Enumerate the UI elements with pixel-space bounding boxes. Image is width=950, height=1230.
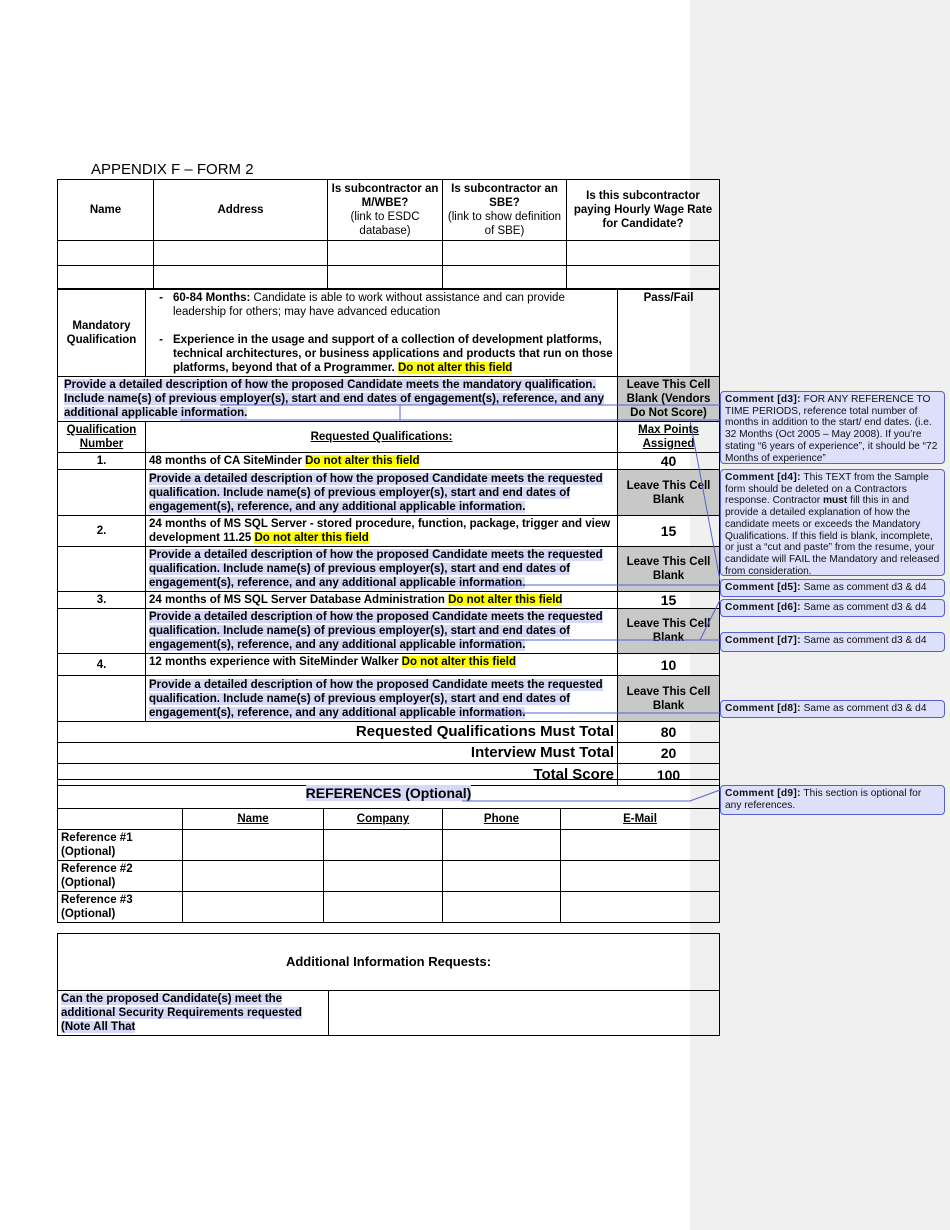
max-points: 15 — [618, 516, 720, 547]
reference-row — [58, 892, 720, 923]
cell[interactable] — [183, 892, 324, 923]
comment-label: Comment [d7]: — [725, 635, 801, 646]
reference-label: Reference #2 (Optional) — [58, 861, 183, 892]
security-question: Can the proposed Candidate(s) meet the additional Security Requirements requested (Note All That — [61, 993, 302, 1033]
cell[interactable] — [443, 830, 561, 861]
bullet1-bold: 60-84 Months: — [173, 292, 251, 304]
reference-label: Reference #1 (Optional) — [58, 830, 183, 861]
comment-label: Comment [d6]: — [725, 602, 801, 613]
mandatory-label: Mandatory Qualification — [58, 289, 146, 377]
comment-text: Same as comment d3 & d4 — [800, 703, 927, 714]
do-not-alter-highlight: Do not alter this field — [254, 532, 369, 544]
cell[interactable] — [328, 266, 443, 290]
comment-text: fill this in and provide a detailed explanation of how the candidate meets or exceeds the Mandatory Qualifications. If this field is blank, incomplete, or just a “cut and paste” from the resume, your candidate will FAIL the Mandatory and released from consideration. — [725, 495, 940, 577]
cell[interactable] — [154, 241, 328, 266]
provide-text: Provide a detailed description of how the proposed Candidate meets the requested qualification. Include name(s) of previous employer(s), start and end dates of engagement(s), reference, and any additional applicable information. — [149, 549, 603, 589]
qualification-number: 3. — [58, 592, 146, 609]
qualification-row — [58, 654, 720, 676]
qualification-row — [58, 516, 720, 547]
do-not-alter-highlight: Do not alter this field — [305, 455, 420, 467]
comment-label: Comment [d4]: — [725, 472, 801, 483]
cell — [58, 809, 183, 830]
references-title: REFERENCES (Optional) — [305, 785, 472, 801]
cell[interactable] — [324, 830, 443, 861]
cell[interactable] — [561, 830, 720, 861]
comment-text: This TEXT from the Sample form should be deleted on a Contractors response. Contractor — [725, 472, 929, 507]
ref-header-name: Name — [183, 809, 324, 830]
comment-text: FOR ANY REFERENCE TO TIME PERIODS, reference total number of months in addition to the start/ end dates. (i.e. 32 Months (Oct 2005 – May 2008). If you’re stating “6 years of experience”, it should be “72 Months of experience” — [725, 394, 938, 464]
comment-label: Comment [d3]: — [725, 394, 801, 405]
qualification-text-value: 24 months of MS SQL Server Database Administration — [149, 594, 449, 606]
header-sbe-note: (link to show definition of SBE) — [447, 211, 562, 237]
cell[interactable] — [561, 861, 720, 892]
ref-header-email: E-Mail — [561, 809, 720, 830]
mandatory-bullet-1: - 60-84 Months: Candidate is able to work without assistance and can provide leadership for others; may have advanced education — [159, 292, 565, 318]
cell[interactable] — [567, 241, 720, 266]
comment-d3[interactable] — [720, 391, 945, 464]
do-not-alter-highlight: Do not alter this field — [401, 656, 517, 668]
header-mwbe-title: Is subcontractor an M/WBE? — [331, 183, 439, 209]
comment-text: Same as comment d3 & d4 — [800, 635, 927, 646]
qualification-text — [146, 592, 618, 609]
cell[interactable] — [324, 892, 443, 923]
security-question-cell — [58, 991, 329, 1036]
total-value: 80 — [618, 722, 720, 743]
qualification-number: 2. — [58, 516, 146, 547]
mandatory-leave-blank: Leave This Cell Blank (Vendors Do Not Score) — [618, 377, 720, 422]
leave-blank-cell: Leave This Cell Blank — [618, 547, 720, 592]
header-address: Address — [154, 180, 328, 241]
additional-info-title: Additional Information Requests: — [58, 934, 720, 991]
ref-header-phone: Phone — [443, 809, 561, 830]
qualification-row — [58, 592, 720, 609]
total-label: Total Score — [58, 764, 618, 786]
leave-blank-cell: Leave This Cell Blank — [618, 676, 720, 722]
header-mwbe — [328, 180, 443, 241]
comment-text: Same as comment d3 & d4 — [800, 582, 927, 593]
mandatory-description — [146, 289, 618, 377]
col-qualification-number: Qualification Number — [58, 422, 146, 453]
cell[interactable] — [443, 266, 567, 290]
comment-d7[interactable] — [720, 632, 945, 652]
sub-row-2 — [58, 266, 720, 290]
header-mwbe-note: (link to ESDC database) — [350, 211, 420, 237]
total-value: 100 — [618, 764, 720, 786]
header-sbe — [443, 180, 567, 241]
response-cell[interactable] — [146, 609, 618, 654]
cell[interactable] — [328, 241, 443, 266]
col-max-points: Max Points Assigned — [618, 422, 720, 453]
comment-d5[interactable] — [720, 579, 945, 597]
sub-row-1 — [58, 241, 720, 266]
total-label: Requested Qualifications Must Total — [58, 722, 618, 743]
leave-blank-cell: Leave This Cell Blank — [618, 470, 720, 516]
cell — [58, 676, 146, 722]
comment-text: This section is optional for any references. — [725, 788, 922, 811]
header-wage: Is this subcontractor paying Hourly Wage Rate for Candidate? — [567, 180, 720, 241]
cell[interactable] — [183, 830, 324, 861]
response-row — [58, 609, 720, 654]
comment-text: Same as comment d3 & d4 — [800, 602, 927, 613]
reference-label: Reference #3 (Optional) — [58, 892, 183, 923]
cell — [58, 470, 146, 516]
provide-text: Provide a detailed description of how the proposed Candidate meets the requested qualification. Include name(s) of previous employer(s), start and end dates of engagement(s), reference, and any additional applicable information. — [149, 611, 603, 651]
mandatory-provide-text: Provide a detailed description of how the proposed Candidate meets the mandatory qualification. Include name(s) of previous employer(s), start and end dates of engagement(s), reference, and any additional applicable information. — [64, 379, 604, 419]
max-points: 10 — [618, 654, 720, 676]
response-cell[interactable] — [146, 676, 618, 722]
additional-info-table — [57, 933, 720, 1036]
security-answer-cell[interactable] — [329, 991, 720, 1036]
total-row — [58, 743, 720, 764]
comment-d6[interactable] — [720, 599, 945, 617]
cell[interactable] — [443, 241, 567, 266]
response-row — [58, 547, 720, 592]
qualification-number: 1. — [58, 453, 146, 470]
bullet1-text: Candidate is able to work without assistance and can provide leadership for others; may have advanced education — [173, 292, 565, 318]
comment-d8[interactable] — [720, 700, 945, 718]
reference-row — [58, 830, 720, 861]
leave-blank-cell: Leave This Cell Blank — [618, 609, 720, 654]
qualifications-table — [57, 288, 720, 786]
cell[interactable] — [567, 266, 720, 290]
do-not-alter-highlight: Do not alter this field — [397, 362, 513, 374]
mandatory-bullet-2: - Experience in the usage and support of a collection of development platforms, technical architectures, or business applications and products that run on those platforms, beyond that of a Programmer. Do not alter this field — [159, 334, 613, 374]
qualification-text-value: 48 months of CA SiteMinder — [149, 455, 306, 467]
provide-text: Provide a detailed description of how the proposed Candidate meets the requested qualification. Include name(s) of previous employer(s), start and end dates of engagement(s), reference, and any additional applicable information. — [149, 472, 603, 513]
qualification-text — [146, 453, 618, 470]
do-not-alter-highlight: Do not alter this field — [448, 594, 563, 606]
qualification-text-value: 12 months experience with SiteMinder Walker — [149, 656, 402, 668]
references-table — [57, 779, 720, 923]
ref-header-company: Company — [324, 809, 443, 830]
bullet2-text: Experience in the usage and support of a collection of development platforms, technical architectures, or business applications and products that run on those platforms, beyond that of a Programmer. — [173, 334, 613, 374]
cell[interactable] — [58, 266, 154, 290]
references-title-cell — [58, 780, 720, 809]
cell — [58, 547, 146, 592]
col-requested-qualifications: Requested Qualifications: — [146, 422, 618, 453]
qualification-number: 4. — [58, 654, 146, 676]
cell[interactable] — [324, 861, 443, 892]
comment-label: Comment [d9]: — [725, 788, 801, 799]
max-points: 40 — [618, 453, 720, 470]
total-label: Interview Must Total — [58, 743, 618, 764]
cell[interactable] — [561, 892, 720, 923]
qualification-text-value: 24 months of MS SQL Server - stored procedure, function, package, trigger and view development 11.25 — [149, 518, 611, 544]
reference-row — [58, 861, 720, 892]
max-points: 15 — [618, 592, 720, 609]
qualification-text — [146, 516, 618, 547]
provide-text: Provide a detailed description of how the proposed Candidate meets the requested qualification. Include name(s) of previous employer(s), start and end dates of engagement(s), reference, and any additional applicable information. — [149, 678, 603, 719]
cell — [58, 609, 146, 654]
comment-label: Comment [d5]: — [725, 582, 801, 593]
cell[interactable] — [443, 861, 561, 892]
cell[interactable] — [58, 241, 154, 266]
header-sbe-title: Is subcontractor an SBE? — [451, 183, 558, 209]
total-value: 20 — [618, 743, 720, 764]
comment-label: Comment [d8]: — [725, 703, 801, 714]
pass-fail-label: Pass/Fail — [618, 289, 720, 377]
cell[interactable] — [183, 861, 324, 892]
total-row — [58, 722, 720, 743]
header-name: Name — [58, 180, 154, 241]
cell[interactable] — [154, 266, 328, 290]
comment-d9[interactable] — [720, 785, 945, 815]
response-row — [58, 470, 720, 516]
mandatory-provide-cell[interactable] — [58, 377, 618, 422]
qualification-text — [146, 654, 618, 676]
response-row — [58, 676, 720, 722]
response-cell[interactable] — [146, 547, 618, 592]
cell[interactable] — [443, 892, 561, 923]
comment-d4[interactable] — [720, 469, 945, 576]
qualification-row — [58, 453, 720, 470]
comment-text-bold: must — [822, 495, 848, 507]
subcontractor-table — [57, 179, 720, 290]
response-cell[interactable] — [146, 470, 618, 516]
appendix-title: APPENDIX F – FORM 2 — [91, 161, 254, 178]
